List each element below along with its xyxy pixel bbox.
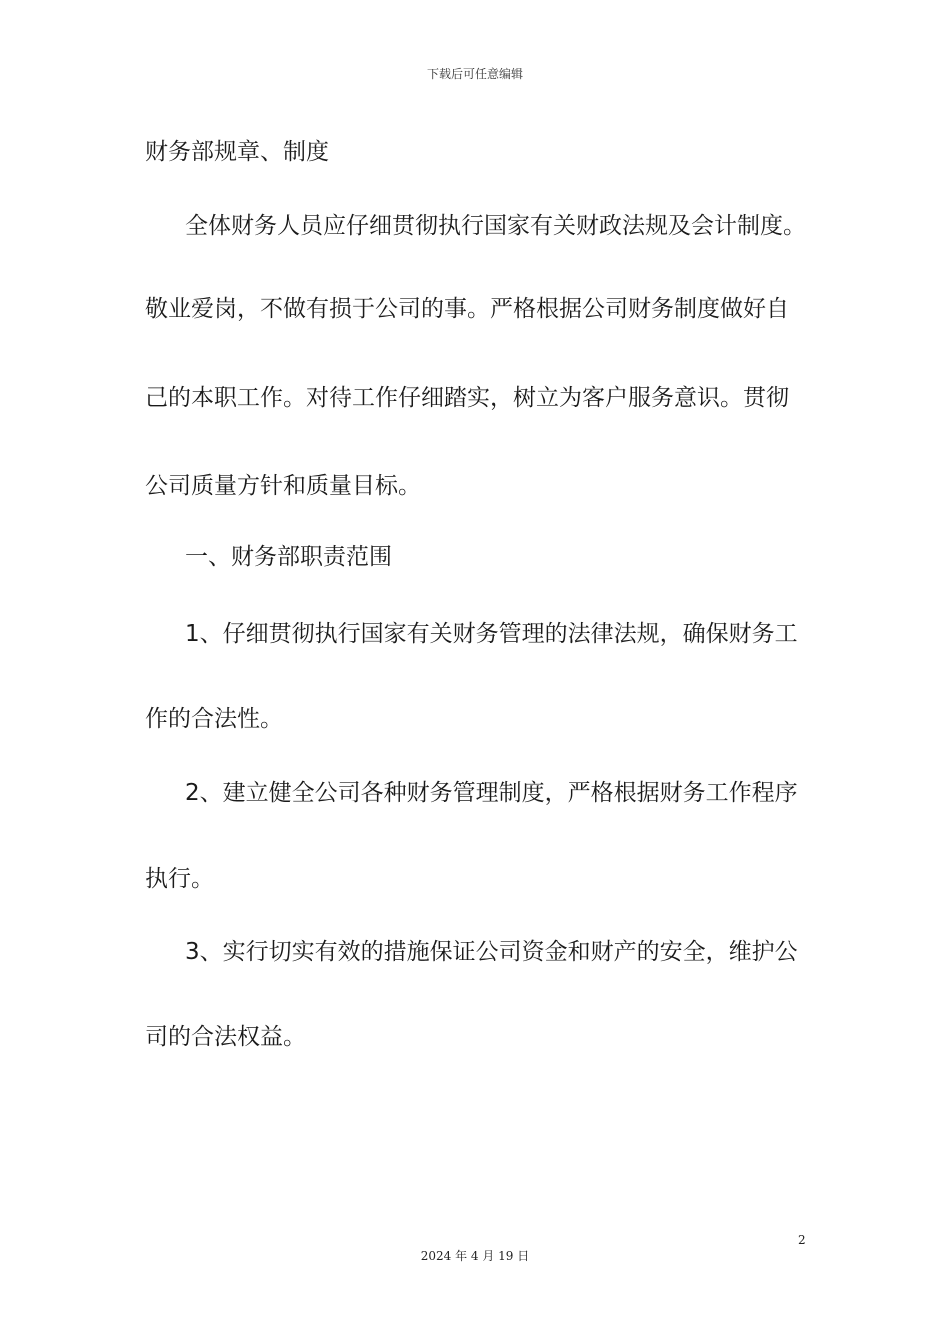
footer-date: 2024 年 4 月 19 日 [420, 1249, 530, 1263]
header-note: 下载后可任意编辑 [426, 67, 523, 81]
intro-line-3: 己的本职工作。对待工作仔细踏实，树立为客户服务意识。贯彻 [145, 385, 789, 411]
section-heading: 一、财务部职责范围 [185, 544, 392, 570]
page-number: 2 [798, 1233, 806, 1247]
item-2-line-2: 执行。 [145, 866, 214, 892]
intro-line-2: 敬业爱岗，不做有损于公司的事。严格根据公司财务制度做好自 [145, 296, 789, 322]
intro-line-4: 公司质量方针和质量目标。 [145, 473, 421, 499]
item-2-line-1: 2、建立健全公司各种财务管理制度，严格根据财务工作程序 [185, 780, 798, 806]
item-3-line-1: 3、实行切实有效的措施保证公司资金和财产的安全，维护公 [185, 939, 798, 965]
item-1-line-1: 1、仔细贯彻执行国家有关财务管理的法律法规，确保财务工 [185, 621, 798, 647]
document-title: 财务部规章、制度 [145, 139, 329, 165]
intro-line-1: 全体财务人员应仔细贯彻执行国家有关财政法规及会计制度。 [185, 213, 806, 239]
item-1-line-2: 作的合法性。 [145, 706, 283, 732]
item-3-line-2: 司的合法权益。 [145, 1024, 306, 1050]
